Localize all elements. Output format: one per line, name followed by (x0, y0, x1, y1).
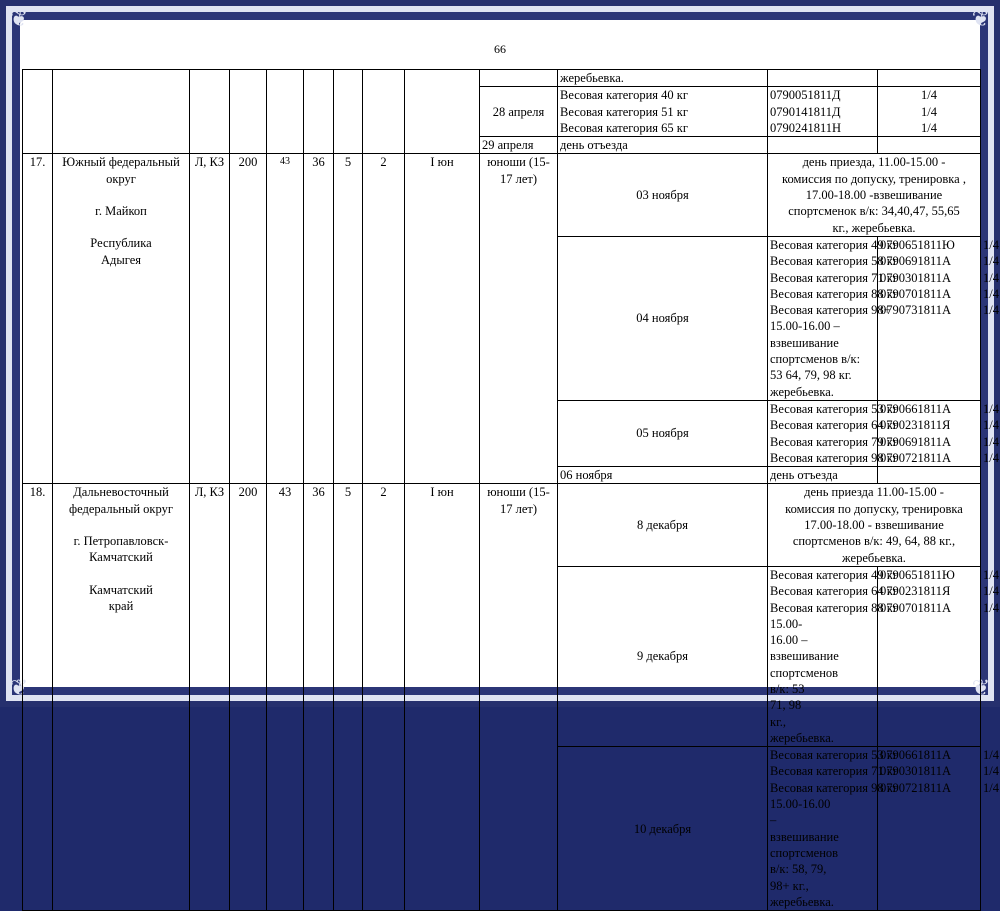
cell-empty (334, 70, 363, 154)
event-cell: Весовая категория 53 кг Весовая категория 71 кг Весовая категория 98 кг 15.00-16.00 –взвешивание спортсменов в/к: 58, 79, 98+ кг., жеребьевка. (768, 747, 878, 911)
event-cell: день приезда, 11.00-15.00 - комиссия по допуску, тренировка , 17.00-18.00 -взвешивание спортсменок в/к: 34,40,47, 55,65 кг., жеребьевка. (768, 154, 981, 236)
event-cell: Весовая категория 49 кг Весовая категория 58 кг Весовая категория 71 кг Весовая категория 88 кг Весовая категория 98+ 15.00-16.00 –взвешивание спортсменов в/к: 53 64, 79, 98 кг. жеребьевка. (768, 236, 878, 400)
value-cell: 200 (230, 154, 267, 484)
table-row: 10 декабря Весовая категория 53 кг Весовая категория 71 кг Весовая категория 98 кг 15.00-16.00 –взвешивание спортсменов в/к: 58, 79, 98+ кг., жеребьевка. 0790661811А 0790301811А 0790721811А 1/4 1/4 1/4 (23, 747, 981, 911)
value-cell: 2 (363, 484, 405, 911)
table-row (23, 154, 981, 236)
page-number: 66 (494, 42, 506, 56)
type-cell: Л, КЗ (190, 154, 230, 484)
cell-empty (267, 70, 304, 154)
region-name: Камчатский край (89, 582, 153, 613)
table-row (23, 484, 981, 566)
code-cell: 0790661811А 0790301811А 0790721811А (878, 747, 981, 911)
code-cell: 0790651811Ю 0790231811Я 0790701811А (878, 566, 981, 746)
competition-schedule-table (22, 69, 999, 911)
date-cell: 05 ноября (558, 400, 768, 466)
city-name: г. Майкоп (95, 204, 147, 219)
row-number: 18. (23, 484, 53, 911)
cell-empty (53, 70, 190, 154)
date-cell: 10 декабря (558, 747, 768, 911)
group-cell: юноши (15-17 лет) (480, 484, 558, 911)
code-cell (768, 70, 878, 87)
location-cell (53, 484, 190, 911)
region-name: Республика Адыгея (90, 236, 152, 267)
date-cell: 03 ноября (558, 154, 768, 236)
event-cell: Весовая категория 40 кг Весовая категория 51 кг Весовая категория 65 кг (558, 87, 768, 137)
value-cell: 5 (334, 484, 363, 911)
value-cell: 36 (304, 484, 334, 911)
code-cell: 0790661811А 0790231811Я 0790691811А 0790721811А (878, 400, 981, 466)
district-name: Дальневосточный федеральный округ (69, 485, 173, 516)
ornament-icon: ❦ (971, 675, 991, 700)
value-cell: 36 (304, 154, 334, 484)
cell-empty (363, 70, 405, 154)
fraction-cell (878, 70, 981, 87)
rank-cell: I юн (405, 484, 480, 911)
event-cell: жеребьевка. (558, 70, 768, 87)
ornament-icon: ❦ (9, 6, 29, 31)
event-cell: день отъезда (768, 467, 878, 484)
fraction-cell: 1/4 1/4 1/4 (878, 87, 981, 137)
event-cell: Весовая категория 53 кг Весовая категория 64 кг Весовая категория 79 кг Весовая категория 98 кг (768, 400, 878, 466)
event-cell: Весовая категория 49 кг Весовая категория 64 кг Весовая категория 88 кг 15.00-16.00 –взвешивание спортсменов в/к: 53 71, 98 кг., жеребьевка. (768, 566, 878, 746)
date-cell: 06 ноября (558, 467, 768, 484)
cell-empty (190, 70, 230, 154)
table-row (23, 70, 981, 87)
location-cell (53, 154, 190, 484)
city-name: г. Петропавловск-Камчатский (73, 534, 169, 565)
cell-empty (23, 70, 53, 154)
date-cell: 8 декабря (558, 484, 768, 566)
value-cell: 43 (267, 484, 304, 911)
code-cell (768, 137, 878, 154)
row-number: 17. (23, 154, 53, 484)
date-cell: 9 декабря (558, 566, 768, 746)
ornament-icon: ❦ (9, 675, 29, 700)
code-cell: 0790651811Ю 0790691811А 0790301811А 0790701811А 0790731811А (878, 236, 981, 400)
value-cell: 200 (230, 484, 267, 911)
code-cell (878, 467, 981, 484)
value-cell: 5 (334, 154, 363, 484)
group-cell: юноши (15-17 лет) (480, 154, 558, 484)
date-cell: 04 ноября (558, 236, 768, 400)
district-name: Южный федеральный округ (62, 155, 180, 186)
date-cell: 29 апреля (480, 137, 558, 154)
rank-cell: I юн (405, 154, 480, 484)
type-cell: Л, КЗ (190, 484, 230, 911)
code-cell: 0790051811Д 0790141811Д 0790241811Н (768, 87, 878, 137)
value-cell: 43 (267, 154, 304, 484)
value-cell: 2 (363, 154, 405, 484)
cell-empty (304, 70, 334, 154)
ornament-icon: ❦ (971, 6, 991, 31)
event-cell: день приезда 11.00-15.00 - комиссия по допуску, тренировка 17.00-18.00 - взвешивание спортсменов в/к: 49, 64, 88 кг., жеребьевка. (768, 484, 981, 566)
cell-empty (230, 70, 267, 154)
event-cell: день отъезда (558, 137, 768, 154)
cell-empty (405, 70, 480, 154)
fraction-cell (878, 137, 981, 154)
date-cell: 28 апреля (480, 87, 558, 137)
date-cell (480, 70, 558, 87)
